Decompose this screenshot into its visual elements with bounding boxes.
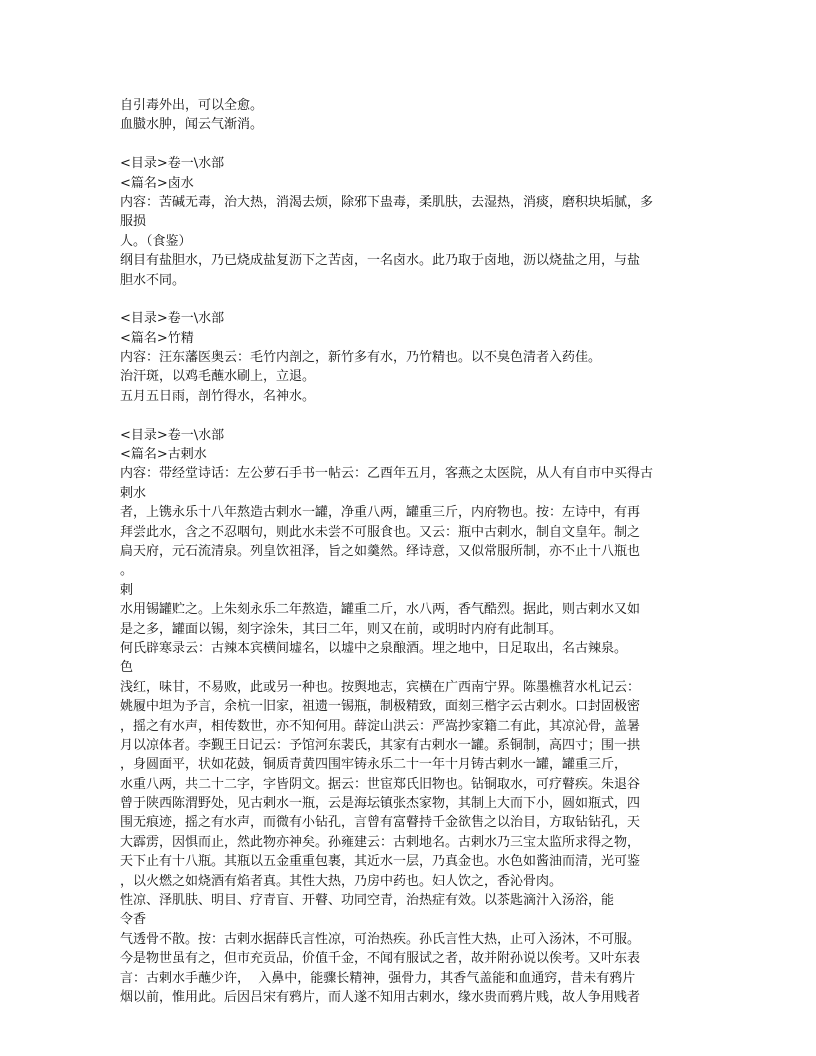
text-line: 水用锡罐贮之。上朱刻永乐二年熬造，罐重二斤，水八两，香气酷烈。据此，则古剌水又如 [120,602,641,618]
section-catalog-line: <目录>卷一\水部 [120,311,225,327]
text-line: 内容：带经堂诗话：左公萝石手书一帖云：乙酉年五月，客燕之太医院，从人有自市中买得古 [120,466,654,482]
text-line: 令香 [120,912,147,928]
text-line: 大霹雳，因惧而止，然此物亦神矣。孙雍建云：古剌地名。古剌水乃三宝太监所求得之物， [120,834,641,850]
text-line: 者，上镌永乐十八年熬造古剌水一罐，净重八两，罐重三斤，内府物也。按：左诗中，有再 [120,505,641,521]
section-title-line: <篇名>竹精 [120,330,194,346]
text-line: 胆水不同。 [120,272,186,288]
text-line: 今是物世虽有之，但市充贡品，价值千金，不闻有服试之者，故并附孙说以俟考。又叶东表 [120,951,641,967]
text-line: 治汗斑，以鸡毛蘸水刷上，立退。 [120,369,316,385]
blank-line [120,290,700,309]
text-line: 服损 [120,214,147,230]
text-line: 烟以前，惟用此。后因吕宋有鸦片，而人遂不知用古剌水，缘水贵而鸦片贱，故人争用贱者 [120,989,641,1005]
text-line: ，以火燃之如烧酒有焰者真。其性大热，乃房中药也。妇人饮之，香沁骨肉。 [120,873,563,889]
text-line: 天下止有十八瓶。其瓶以五金重重包裹，其近水一层，乃真金也。水色如酱油而清，光可鉴 [120,854,641,870]
blank-line [120,135,700,154]
text-line: ，身圆面平，状如花鼓，铜质青黄四围牢铸永乐二十一年十月铸古剌水一罐，罐重三斤， [120,757,628,773]
text-line: 剌水 [120,485,147,501]
section-catalog-line: <目录>卷一\水部 [120,156,225,172]
text-line: 纲目有盐胆水，乃已烧成盐复沥下之苦卤，一名卤水。此乃取于卤地，沥以烧盐之用，与盐 [120,253,641,269]
text-line: 血臌水肿，闻云气渐消。 [120,117,264,133]
text-line: 剌 [120,582,134,598]
text-line: 何氏辟寒录云：古辣本宾横间墟名，以墟中之泉酿酒。埋之地中，日足取出，名古辣泉。 [120,640,628,656]
text-line: 浅红，味甘，不易败，此或另一种也。按舆地志，宾横在广西南宁界。陈墨樵苕水札记云： [120,679,641,695]
text-line: 围无痕迹，摇之有水声，而微有小钻孔，言曾有富瞽持千金欲售之以治目，方取钻钻孔，天 [120,815,641,831]
text-line [120,1007,700,1026]
text-line: 月以凉体者。李觐王日记云：予馆河东裴氏，其家有古剌水一罐。系铜制，高四寸；围一拱 [120,737,641,753]
blank-line [120,406,700,425]
text-line: 自引毒外出，可以全愈。 [120,98,264,113]
text-line: 姚履中坦为予言，余杭一旧家，祖遗一锡瓶，制极精致，面刻三楷字云古剌水。口封固极密 [120,699,641,715]
text-line: 言：古剌水手蘸少许， 入鼻中，能骤长精神，强骨力，其香气盖能和血通窍，昔未有鸦片 [120,970,636,986]
text-line: 气透骨不散。按：古剌水据薛氏言性凉，可治热疾。孙氏言性大热，止可入汤沐，不可服。 [120,931,641,947]
section-catalog-line: <目录>卷一\水部 [120,427,225,443]
text-line: 水重八两，共二十二字，字皆阴文。据云：世宦郑氏旧物也。钻铜取水，可疗瞽疾。朱退谷 [120,776,641,792]
text-line: 人。（食鉴） [120,233,192,249]
text-line: 扃天府，元石流清泉。列皇饮祖泽，旨之如羹然。绎诗意，又似常服所制，亦不止十八瓶也 [120,543,641,559]
section-title-line: <篇名>卤水 [120,175,194,191]
text-line: 色 [120,660,134,676]
text-line: 拜尝此水，含之不忍咽句，则此水未尝不可服食也。又云：瓶中古剌水，制自文皇年。制之 [120,524,641,540]
document-page [120,96,700,1027]
section-title-line: <篇名>古剌水 [120,447,207,463]
text-line: 五月五日雨，剖竹得水，名神水。 [120,388,316,404]
text-line: 性凉、泽肌肤、明目、疗青盲、开瞽、功同空青，治热症有效。以茶匙滴汁入汤浴，能 [120,893,615,909]
text-line: ，摇之有水声，相传数世，亦不知何用。薛淀山洪云：严嵩抄家籍二有此，其凉沁骨，盖暑 [120,718,641,734]
text-line: 。 [120,563,134,579]
text-line: 内容：苦碱无毒，治大热，消渴去烦，除邪下蛊毒，柔肌肤，去湿热，消痰，磨积块垢腻，多 [120,194,654,210]
text-line: 曾于陕西陈渭野处，见古剌水一瓶，云是海坛镇张杰家物，其制上大而下小，圆如瓶式，四 [120,796,641,812]
text-line: 是之多，罐面以锡，刻字涂朱，其曰二年，则又在前，或明时内府有此制耳。 [120,621,563,637]
text-line: 内容：汪东藩医奥云：毛竹内剖之，新竹多有水，乃竹精也。以不臭色清者入药佳。 [120,350,602,366]
